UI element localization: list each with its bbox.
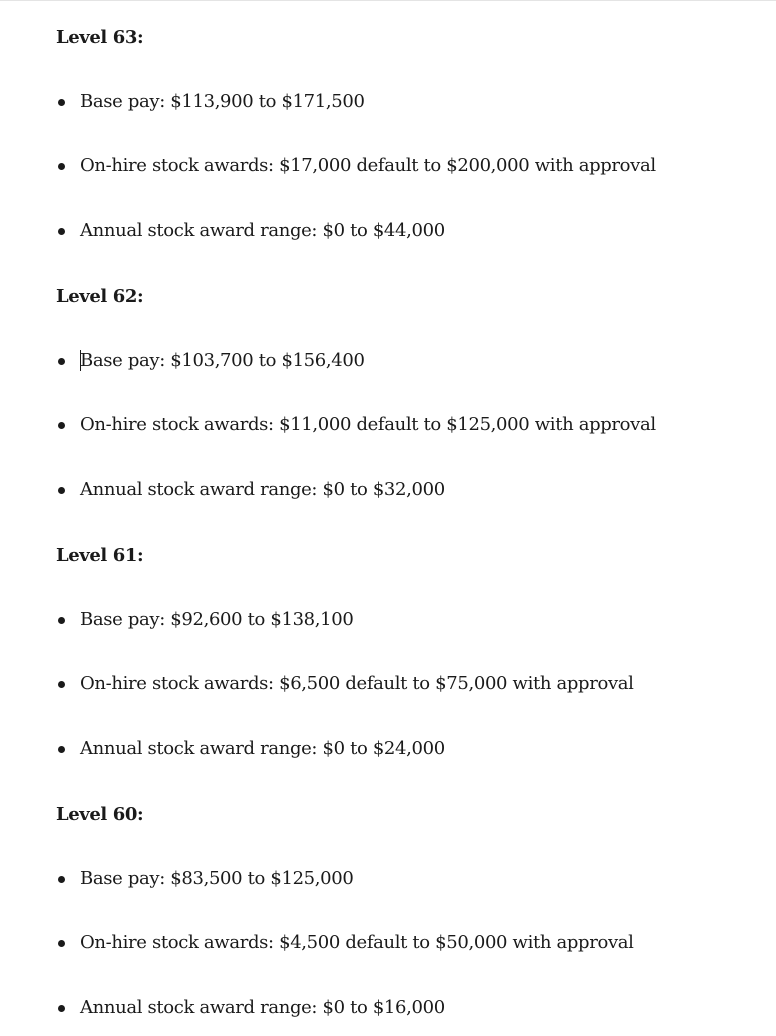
list-item-text: Base pay: $113,900 to $171,500 — [80, 91, 365, 112]
bullet-icon — [58, 487, 65, 494]
bullet-icon — [58, 617, 65, 624]
bullet-icon — [58, 99, 65, 106]
level-63-section — [0, 0, 776, 259]
list-item-text: On-hire stock awards: $6,500 default to $75,000 with approval — [80, 673, 634, 694]
level-heading: Level 63: — [56, 27, 144, 48]
level-heading: Level 60: — [56, 804, 144, 825]
list-item-text: Annual stock award range: $0 to $16,000 — [80, 997, 445, 1018]
level-62-section — [0, 259, 776, 518]
level-61-section — [0, 518, 776, 777]
bullet-icon — [58, 1005, 65, 1012]
list-item-text[interactable]: Base pay: $103,700 to $156,400 — [80, 350, 365, 371]
level-heading: Level 62: — [56, 286, 144, 307]
bullet-icon — [58, 876, 65, 883]
bullet-icon — [58, 422, 65, 429]
list-item-text: Annual stock award range: $0 to $44,000 — [80, 220, 445, 241]
list-item-text: Base pay: $92,600 to $138,100 — [80, 609, 354, 630]
list-item-text: On-hire stock awards: $11,000 default to $125,000 with approval — [80, 414, 656, 435]
list-item-text: On-hire stock awards: $17,000 default to $200,000 with approval — [80, 155, 656, 176]
bullet-icon — [58, 358, 65, 365]
bullet-icon — [58, 681, 65, 688]
list-item-text: On-hire stock awards: $4,500 default to $50,000 with approval — [80, 932, 634, 953]
list-item-text: Base pay: $83,500 to $125,000 — [80, 868, 354, 889]
bullet-icon — [58, 940, 65, 947]
bullet-icon — [58, 163, 65, 170]
bullet-icon — [58, 228, 65, 235]
level-heading: Level 61: — [56, 545, 144, 566]
bullet-icon — [58, 746, 65, 753]
level-60-section — [0, 777, 776, 1036]
list-item-text: Annual stock award range: $0 to $32,000 — [80, 479, 445, 500]
list-item-text: Annual stock award range: $0 to $24,000 — [80, 738, 445, 759]
